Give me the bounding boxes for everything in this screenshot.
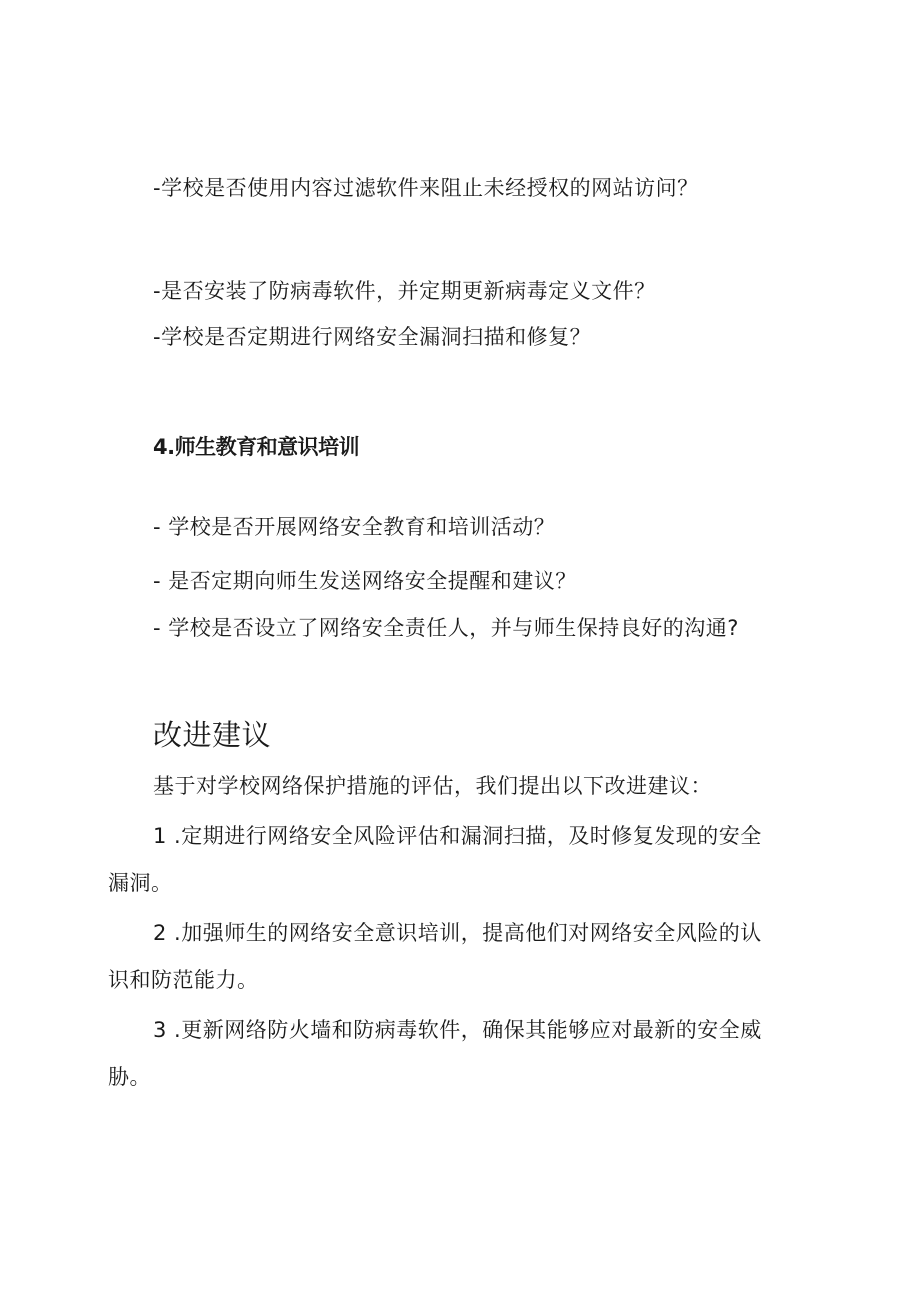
page-section-title: 改进建议 — [153, 718, 272, 752]
checklist-item: -是否安装了防病毒软件，并定期更新病毒定义文件？ — [153, 279, 656, 303]
improvement-item-line: 3 .更新网络防火墙和防病毒软件，确保其能够应对最新的安全威 — [153, 1018, 762, 1042]
checklist-item: - 学校是否开展网络安全教育和培训活动？ — [153, 515, 556, 539]
improvement-item-line: 漏洞。 — [108, 871, 173, 895]
checklist-item: -学校是否定期进行网络安全漏洞扫描和修复？ — [153, 325, 592, 349]
improvement-item-line: 胁。 — [108, 1065, 151, 1089]
checklist-item: - 是否定期向师生发送网络安全提醒和建议？ — [153, 569, 577, 593]
checklist-item: -学校是否使用内容过滤软件来阻止未经授权的网站访问？ — [153, 176, 699, 200]
intro-paragraph: 基于对学校网络保护措施的评估，我们提出以下改进建议： — [153, 774, 712, 798]
improvement-item-line: 识和防范能力。 — [108, 968, 259, 992]
improvement-item-line: 1 .定期进行网络安全风险评估和漏洞扫描，及时修复发现的安全 — [153, 824, 762, 848]
section-heading: 4.师生教育和意识培训 — [153, 435, 360, 459]
checklist-item: - 学校是否设立了网络安全责任人，并与师生保持良好的沟通? — [153, 616, 739, 640]
improvement-item-line: 2 .加强师生的网络安全意识培训，提高他们对网络安全风险的认 — [153, 921, 762, 945]
